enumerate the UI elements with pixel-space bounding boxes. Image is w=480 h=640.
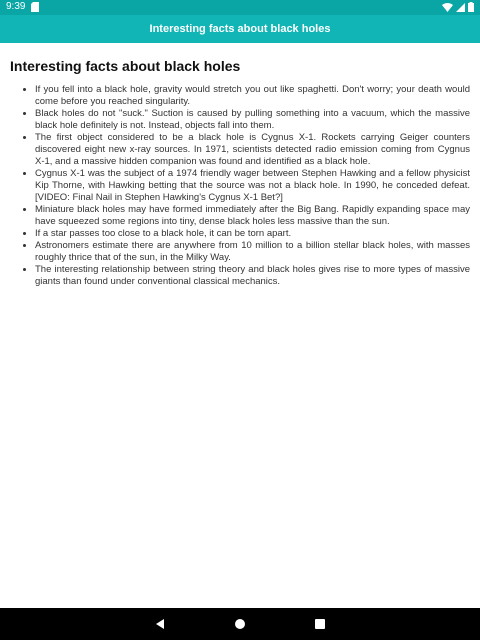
sd-card-icon	[31, 2, 39, 15]
app-bar	[0, 15, 480, 43]
fact-item: • Cygnus X-1 was the subject of a 1974 friendly wager between Stephen Hawking and a fellow physicist Kip Thorne, with Hawking betting that the source was not a black hole. In 1990, he conceded defeat. [VIDEO: Final Nail in Stephen Hawking's Cygnus X-1 Bet?]	[35, 168, 470, 204]
status-time: 9:39	[6, 1, 26, 12]
recents-icon[interactable]	[312, 616, 328, 632]
app-bar-title: Interesting facts about black holes	[149, 23, 331, 35]
wifi-icon	[442, 3, 453, 15]
fact-item: • Miniature black holes may have formed immediately after the Big Bang. Rapidly expanding space may have squeezed some regions into tiny, dense black holes less massive than the sun.	[35, 204, 470, 228]
facts-list	[10, 84, 470, 288]
fact-item: • If you fell into a black hole, gravity would stretch you out like spaghetti. Don't worry; your death would come before you reached singularity.	[35, 84, 470, 108]
back-icon[interactable]	[152, 616, 168, 632]
status-bar	[0, 0, 480, 15]
fact-item: • Astronomers estimate there are anywhere from 10 million to a billion stellar black holes, with masses roughly thrice that of the sun, in the Milky Way.	[35, 240, 470, 264]
fact-item: • If a star passes too close to a black hole, it can be torn apart.	[35, 228, 470, 240]
page-heading: Interesting facts about black holes	[10, 58, 241, 74]
fact-item: • The first object considered to be a black hole is Cygnus X-1. Rockets carrying Geiger counters discovered eight new x-ray sources. In 1971, scientists detected radio emission coming from Cygnus X-1, and a massive hidden companion was found and identified as a black hole.	[35, 132, 470, 168]
fact-item: • The interesting relationship between string theory and black holes gives rise to more types of massive giants than found under conventional classical mechanics.	[35, 264, 470, 288]
facts-content	[10, 58, 470, 288]
home-icon[interactable]	[232, 616, 248, 632]
fact-item: • Black holes do not "suck." Suction is caused by pulling something into a vacuum, which the massive black hole definitely is not. Instead, objects fall into them.	[35, 108, 470, 132]
battery-icon	[468, 2, 474, 15]
navigation-bar	[0, 608, 480, 640]
signal-icon	[456, 3, 465, 15]
